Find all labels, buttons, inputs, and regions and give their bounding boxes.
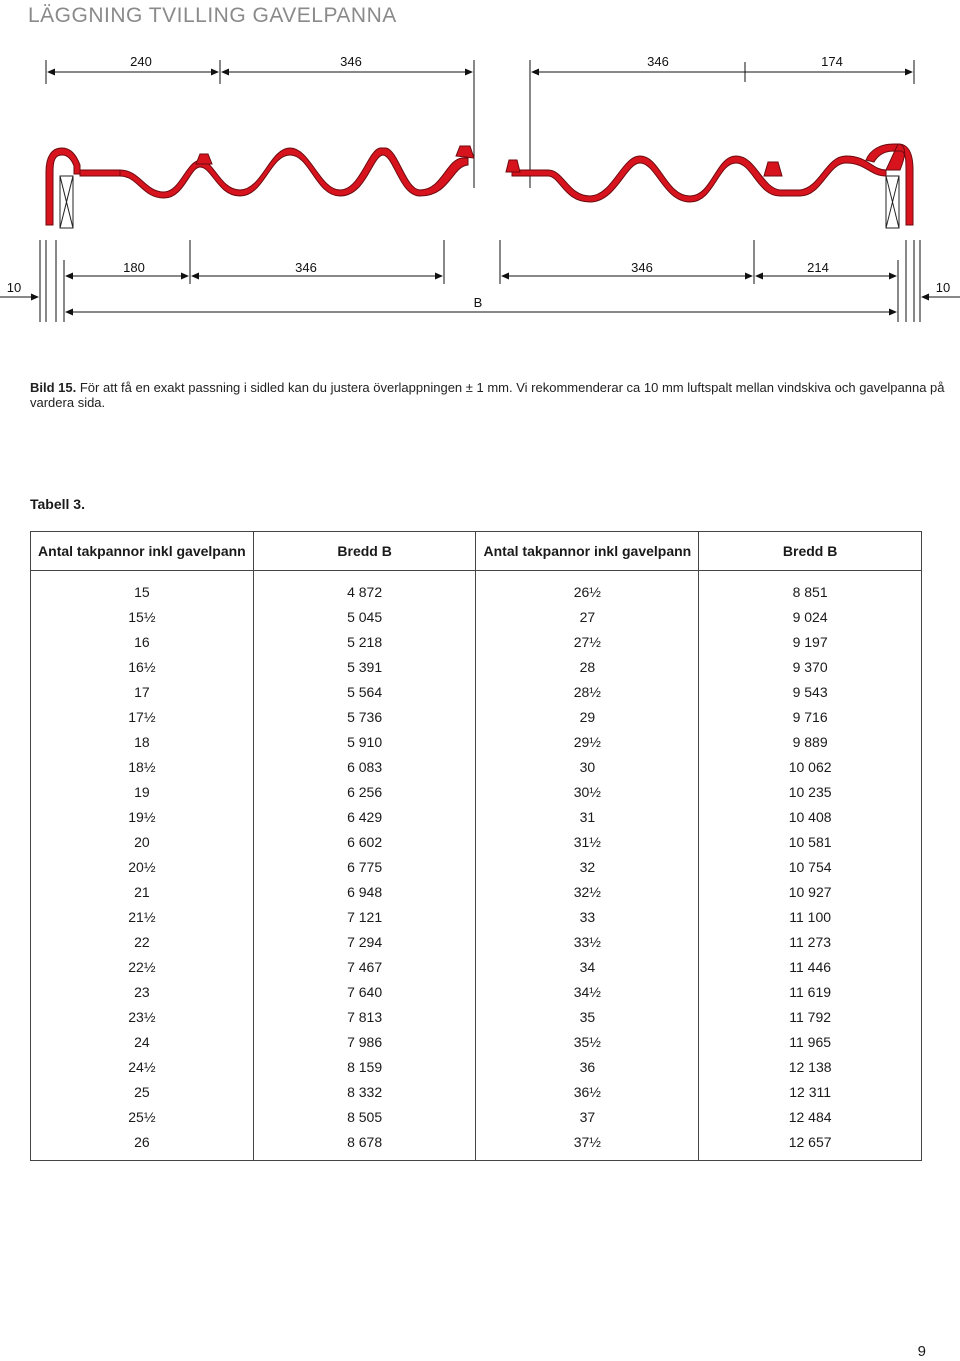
header-width-1: Bredd B xyxy=(253,532,476,571)
table-cell: 22 xyxy=(31,929,254,954)
page-title: LÄGGNING TVILLING GAVELPANNA xyxy=(28,4,397,27)
table-row xyxy=(31,829,922,854)
table-cell: 28½ xyxy=(476,679,699,704)
table-cell: 5 045 xyxy=(253,604,476,629)
figure-caption xyxy=(30,380,960,410)
table-cell: 11 619 xyxy=(699,979,922,1004)
table-cell: 18½ xyxy=(31,754,254,779)
top-dim-2: 346 xyxy=(340,54,362,69)
table-cell: 6 256 xyxy=(253,779,476,804)
table-cell: 12 311 xyxy=(699,1079,922,1104)
table-cell: 30½ xyxy=(476,779,699,804)
table-cell: 11 273 xyxy=(699,929,922,954)
table-cell: 32 xyxy=(476,854,699,879)
table-row xyxy=(31,704,922,729)
tile-layout-diagram xyxy=(0,40,960,330)
table-cell: 20 xyxy=(31,829,254,854)
table-row xyxy=(31,1129,922,1161)
header-count-2: Antal takpannor inkl gavelpann xyxy=(476,532,699,571)
table-cell: 21 xyxy=(31,879,254,904)
table-cell: 27½ xyxy=(476,629,699,654)
caption-text: För att få en exakt passning i sidled kan du justera överlappningen ± 1 mm. Vi rekommenderar ca 10 mm luftspalt mellan vindskiva och gavelpanna på vardera sida. xyxy=(30,380,945,410)
table-row xyxy=(31,754,922,779)
table-cell: 8 851 xyxy=(699,571,922,605)
table-cell: 10 754 xyxy=(699,854,922,879)
table-cell: 27 xyxy=(476,604,699,629)
table-cell: 36½ xyxy=(476,1079,699,1104)
width-table xyxy=(30,531,922,1161)
bottom-dim-4: 214 xyxy=(807,260,829,275)
fascia-boards xyxy=(60,176,899,228)
table-cell: 5 910 xyxy=(253,729,476,754)
table-cell: 9 543 xyxy=(699,679,922,704)
table-cell: 15 xyxy=(31,571,254,605)
table-cell: 23 xyxy=(31,979,254,1004)
table-cell: 11 446 xyxy=(699,954,922,979)
table-cell: 6 602 xyxy=(253,829,476,854)
header-count-1: Antal takpannor inkl gavelpann xyxy=(31,532,254,571)
table-cell: 7 294 xyxy=(253,929,476,954)
table-row xyxy=(31,779,922,804)
table-cell: 21½ xyxy=(31,904,254,929)
table-cell: 12 484 xyxy=(699,1104,922,1129)
table-row xyxy=(31,604,922,629)
table-cell: 37½ xyxy=(476,1129,699,1161)
table-cell: 30 xyxy=(476,754,699,779)
table-cell: 8 678 xyxy=(253,1129,476,1161)
table-row xyxy=(31,954,922,979)
table-cell: 11 965 xyxy=(699,1029,922,1054)
table-row xyxy=(31,879,922,904)
table-row xyxy=(31,629,922,654)
table-cell: 10 062 xyxy=(699,754,922,779)
table-header-row xyxy=(31,532,922,571)
table-cell: 26½ xyxy=(476,571,699,605)
table-cell: 24 xyxy=(31,1029,254,1054)
table-cell: 34½ xyxy=(476,979,699,1004)
table-cell: 32½ xyxy=(476,879,699,904)
right-gap-dim: 10 xyxy=(935,280,951,295)
table-cell: 8 505 xyxy=(253,1104,476,1129)
table-cell: 10 581 xyxy=(699,829,922,854)
table-cell: 5 218 xyxy=(253,629,476,654)
table-cell: 29 xyxy=(476,704,699,729)
bottom-dim-3: 346 xyxy=(631,260,653,275)
table-cell: 24½ xyxy=(31,1054,254,1079)
top-dim-1: 240 xyxy=(130,54,152,69)
table-cell: 7 986 xyxy=(253,1029,476,1054)
table-cell: 7 640 xyxy=(253,979,476,1004)
table-cell: 10 235 xyxy=(699,779,922,804)
width-b-label: B xyxy=(473,295,483,310)
table-cell: 7 121 xyxy=(253,904,476,929)
header-width-2: Bredd B xyxy=(699,532,922,571)
table-cell: 7 467 xyxy=(253,954,476,979)
table-cell: 9 889 xyxy=(699,729,922,754)
table-cell: 9 024 xyxy=(699,604,922,629)
table-cell: 10 927 xyxy=(699,879,922,904)
table-row xyxy=(31,804,922,829)
table-cell: 26 xyxy=(31,1129,254,1161)
table-cell: 17 xyxy=(31,679,254,704)
table-cell: 20½ xyxy=(31,854,254,879)
table-row xyxy=(31,1104,922,1129)
table-cell: 33 xyxy=(476,904,699,929)
bottom-dim-1: 180 xyxy=(123,260,145,275)
table-cell: 19½ xyxy=(31,804,254,829)
table-cell: 18 xyxy=(31,729,254,754)
bottom-dim-2: 346 xyxy=(295,260,317,275)
table-cell: 9 716 xyxy=(699,704,922,729)
table-row xyxy=(31,854,922,879)
table-cell: 16½ xyxy=(31,654,254,679)
table-cell: 33½ xyxy=(476,929,699,954)
table-cell: 9 370 xyxy=(699,654,922,679)
table-cell: 31 xyxy=(476,804,699,829)
table-cell: 25 xyxy=(31,1079,254,1104)
table-cell: 12 657 xyxy=(699,1129,922,1161)
table-row xyxy=(31,729,922,754)
table-cell: 11 792 xyxy=(699,1004,922,1029)
tile-profile-right xyxy=(506,144,913,225)
table-cell: 23½ xyxy=(31,1004,254,1029)
table-cell: 5 564 xyxy=(253,679,476,704)
table-cell: 15½ xyxy=(31,604,254,629)
table-cell: 10 408 xyxy=(699,804,922,829)
table-cell: 36 xyxy=(476,1054,699,1079)
table-row xyxy=(31,929,922,954)
table-cell: 9 197 xyxy=(699,629,922,654)
tile-profile-left xyxy=(46,146,474,225)
table-row xyxy=(31,979,922,1004)
table-row xyxy=(31,1054,922,1079)
top-dimension-lines xyxy=(46,60,914,188)
caption-label: Bild 15. xyxy=(30,380,77,395)
table-cell: 19 xyxy=(31,779,254,804)
table-cell: 5 736 xyxy=(253,704,476,729)
table-cell: 7 813 xyxy=(253,1004,476,1029)
table-cell: 35 xyxy=(476,1004,699,1029)
table-cell: 37 xyxy=(476,1104,699,1129)
table-row xyxy=(31,1029,922,1054)
page-number: 9 xyxy=(917,1343,926,1360)
table-cell: 12 138 xyxy=(699,1054,922,1079)
table-cell: 29½ xyxy=(476,729,699,754)
table-cell: 25½ xyxy=(31,1104,254,1129)
table-cell: 34 xyxy=(476,954,699,979)
table-cell: 6 775 xyxy=(253,854,476,879)
table-body xyxy=(31,571,922,1161)
table-cell: 8 332 xyxy=(253,1079,476,1104)
table-cell: 6 429 xyxy=(253,804,476,829)
table-row xyxy=(31,654,922,679)
table-row xyxy=(31,904,922,929)
table-cell: 5 391 xyxy=(253,654,476,679)
table-cell: 31½ xyxy=(476,829,699,854)
table-cell: 6 948 xyxy=(253,879,476,904)
left-gap-dim: 10 xyxy=(6,280,22,295)
table-row xyxy=(31,1004,922,1029)
table-cell: 16 xyxy=(31,629,254,654)
table-cell: 8 159 xyxy=(253,1054,476,1079)
table-cell: 6 083 xyxy=(253,754,476,779)
table-label: Tabell 3. xyxy=(30,496,85,512)
table-row xyxy=(31,679,922,704)
table-cell: 35½ xyxy=(476,1029,699,1054)
top-dim-3: 346 xyxy=(647,54,669,69)
table-cell: 17½ xyxy=(31,704,254,729)
top-dim-4: 174 xyxy=(821,54,843,69)
table-cell: 4 872 xyxy=(253,571,476,605)
table-row xyxy=(31,571,922,605)
table-cell: 28 xyxy=(476,654,699,679)
table-cell: 22½ xyxy=(31,954,254,979)
table-row xyxy=(31,1079,922,1104)
table-cell: 11 100 xyxy=(699,904,922,929)
